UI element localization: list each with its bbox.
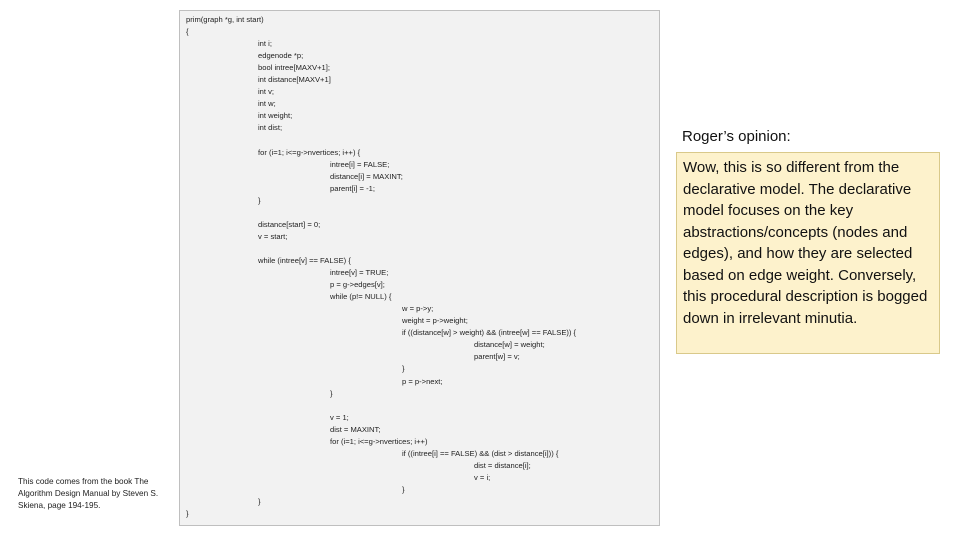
code-line: int v; <box>258 87 275 97</box>
code-line: intree[i] = FALSE; <box>330 159 390 169</box>
code-line: while (p!= NULL) { <box>330 292 392 302</box>
code-line: parent[w] = v; <box>474 352 520 362</box>
opinion-heading: Roger’s opinion: <box>682 128 791 145</box>
code-line: intree[v] = TRUE; <box>330 268 389 278</box>
code-line: } <box>402 364 405 374</box>
code-line: dist = MAXINT; <box>330 424 381 434</box>
code-line: parent[i] = -1; <box>330 183 375 193</box>
code-line: bool intree[MAXV+1]; <box>258 63 330 73</box>
code-line: prim(graph *g, int start) <box>186 15 264 24</box>
code-line: int dist; <box>258 123 283 133</box>
code-line: distance[w] = weight; <box>474 340 545 350</box>
code-line: for (i=1; i<=g->nvertices; i++) { <box>258 147 361 157</box>
opinion-callout <box>676 152 940 354</box>
code-line: { <box>186 27 189 37</box>
code-listing-panel <box>179 10 660 526</box>
code-line: int weight; <box>258 111 293 121</box>
code-line: } <box>258 497 261 506</box>
code-line: p = g->edges[v]; <box>330 280 385 290</box>
code-line: if ((distance[w] > weight) && (intree[w] == FALSE)) { <box>402 328 577 338</box>
opinion-body: Wow, this is so different from the declarative model. The declarative model focuses on the key abstractions/concepts (nodes and edges), and how they are selected based on edge weight. Conversely, this procedural description is bogged down in irrelevant minutia. <box>683 159 928 327</box>
code-line: edgenode *p; <box>258 51 304 61</box>
code-line: p = p->next; <box>402 376 443 386</box>
code-line: } <box>330 388 333 398</box>
code-line: v = start; <box>258 231 288 241</box>
code-line: int w; <box>258 99 276 109</box>
code-line: w = p->y; <box>402 304 434 314</box>
code-line: int distance[MAXV+1] <box>258 75 331 85</box>
code-line: while (intree[v] == FALSE) { <box>258 256 351 265</box>
code-line: } <box>258 195 261 205</box>
code-line: distance[start] = 0; <box>258 219 321 229</box>
source-citation: This code comes from the book The Algorithm Design Manual by Steven S. Skiena, page 194-195. <box>18 477 159 510</box>
code-line: } <box>186 509 189 519</box>
code-line: dist = distance[i]; <box>474 460 531 470</box>
code-line: v = i; <box>474 472 491 482</box>
code-line: int i; <box>258 39 272 49</box>
code-line: weight = p->weight; <box>402 316 468 326</box>
code-line: distance[i] = MAXINT; <box>330 171 403 181</box>
code-line: if ((intree[i] == FALSE) && (dist > distance[i])) { <box>402 448 559 458</box>
code-line: v = 1; <box>330 412 349 422</box>
code-line: for (i=1; i<=g->nvertices; i++) <box>330 436 428 446</box>
code-line: } <box>402 484 405 494</box>
